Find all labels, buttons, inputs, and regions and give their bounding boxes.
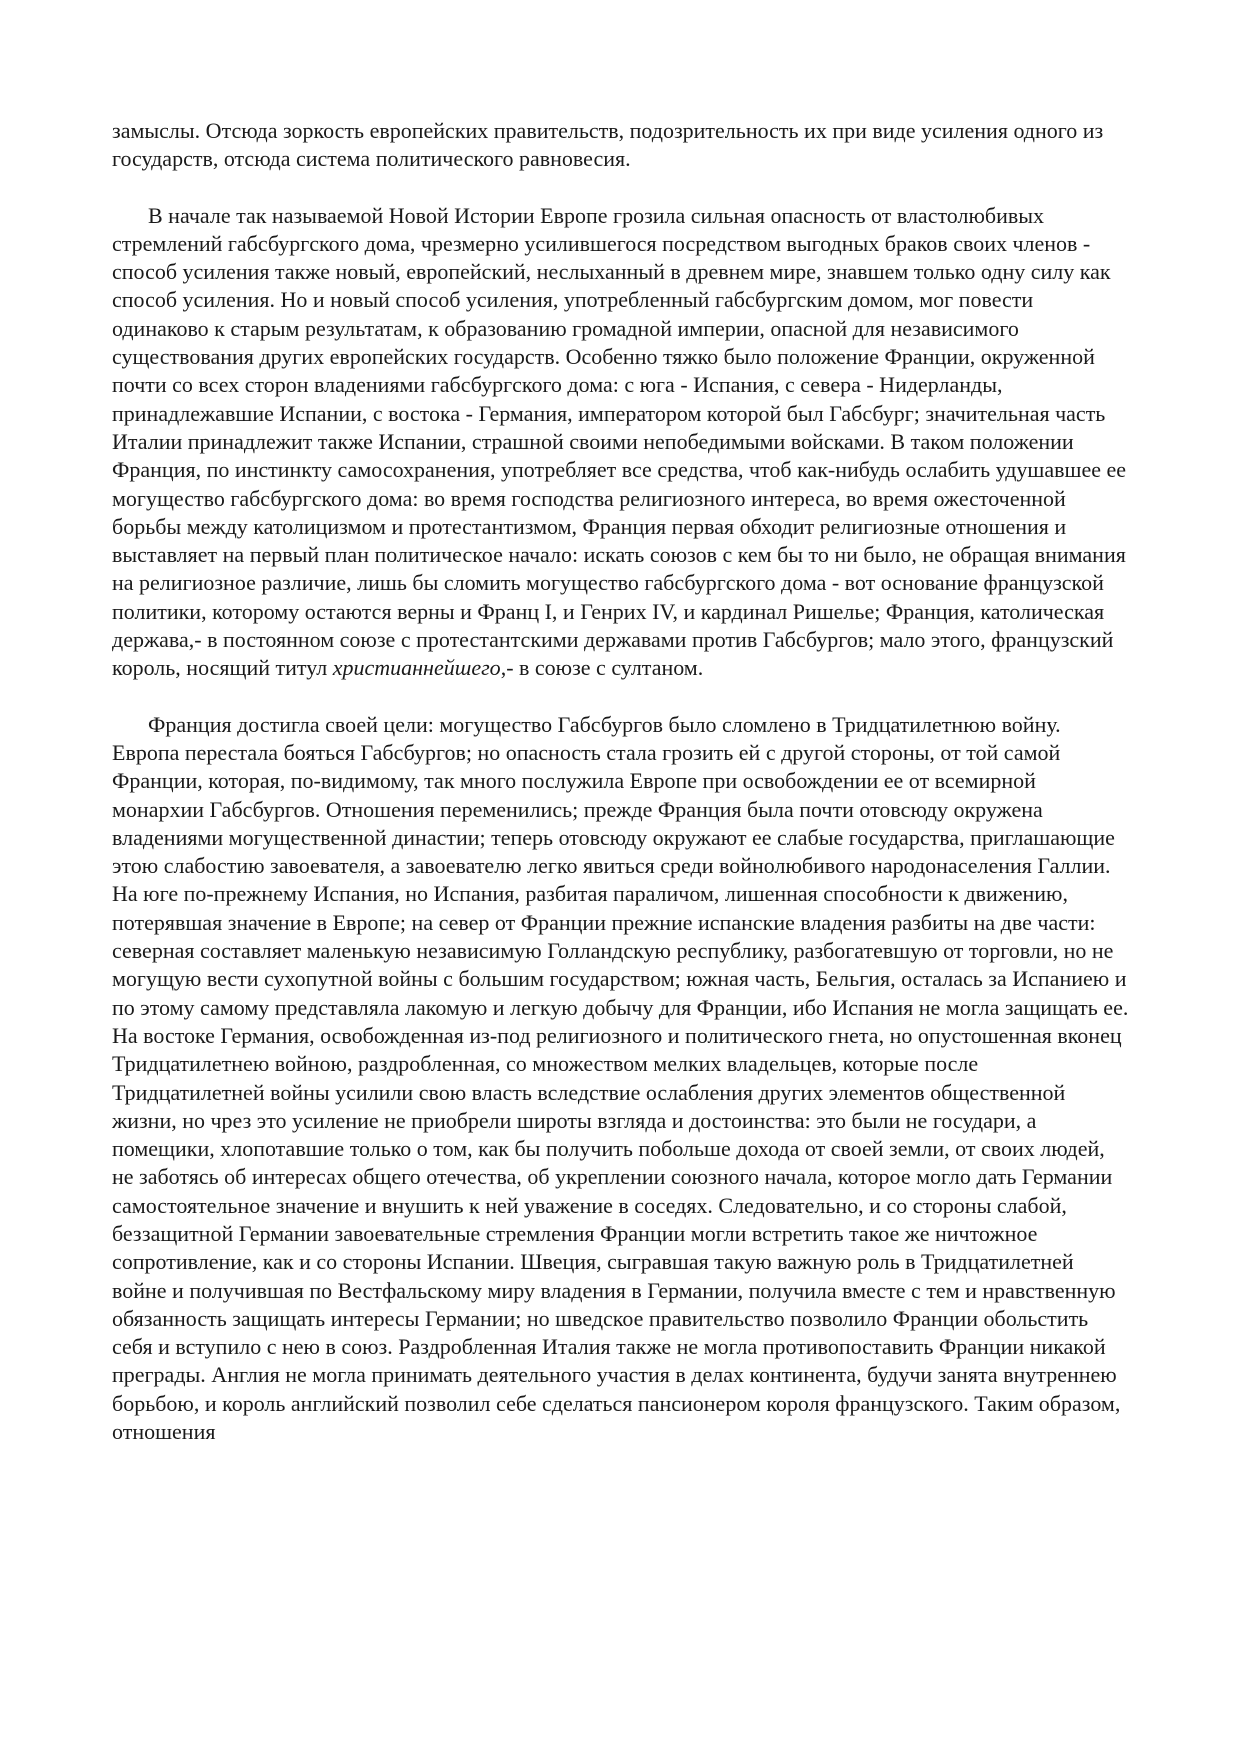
paragraph-1 — [112, 117, 1130, 174]
paragraph-2 — [112, 202, 1130, 683]
paragraph-2-tail: ,- в союзе с султаном. — [500, 655, 704, 681]
document-text — [112, 117, 1130, 1474]
paragraph-1-text: замыслы. Отсюда зоркость европейских правительств, подозрительность их при виде усиления одного из государств, отсюда система политического равновесия. — [112, 118, 1104, 172]
paragraph-3 — [112, 711, 1130, 1447]
italic-emphasis: христианнейшего — [332, 655, 501, 681]
paragraph-2-text: В начале так называемой Новой Истории Европе грозила сильная опасность от властолюбивых стремлений габсбургского дома, чрезмерно усилившегося посредством выгодных браков своих членов - способ усиления также новый, европейский, неслыханный в древнем мире, знавшем только одну силу как способ усиления. Но и новый способ усиления, употребленный габсбургским домом, мог повести одинаково к старым результатам, к образованию громадной империи, опасной для независимого существования других европейских государств. Особенно тяжко было положение Франции, окруженной почти со всех сторон владениями габсбургского дома: с юга - Испания, с севера - Нидерланды, принадлежавшие Испании, с востока - Германия, императором которой был Габсбург; значительная часть Италии принадлежит также Испании, страшной своими непобедимыми войсками. В таком положении Франция, по инстинкту самосохранения, употребляет все средства, чтоб как-нибудь ослабить удушавшее ее могущество габсбургского дома: во время господства религиозного интереса, во время ожесточенной борьбы между католицизмом и протестантизмом, Франция первая обходит религиозные отношения и выставляет на первый план политическое начало: искать союзов с кем бы то ни было, не обращая внимания на религиозное различие, лишь бы сломить могущество габсбургского дома - вот основание французской политики, которому остаются верны и Франц I, и Генрих IV, и кардинал Ришелье; Франция, католическая держава,- в постоянном союзе с протестантскими державами против Габсбургов; мало этого, французский король, носящий титул — [112, 202, 1127, 681]
paragraph-3-text: Франция достигла своей цели: могущество Габсбургов было сломлено в Тридцатилетнюю войну. Европа перестала бояться Габсбургов; но опасность стала грозить ей с другой стороны, от той самой Франции, которая, по-видимому, так много послужила Европе при освобождении ее от всемирной монархии Габсбургов. Отношения переменились; прежде Франция была почти отовсюду окружена владениями могущественной династии; теперь отовсюду окружают ее слабые государства, приглашающие этою слабостию завоевателя, а завоевателю легко явиться среди войнолюбивого народонаселения Галлии. На юге по-прежнему Испания, но Испания, разбитая параличом, лишенная способности к движению, потерявшая значение в Европе; на север от Франции прежние испанские владения разбиты на две части: северная составляет маленькую независимую Голландскую республику, разбогатевшую от торговли, но не могущую вести сухопутной войны с большим государством; южная часть, Бельгия, осталась за Испаниею и по этому самому представляла лакомую и легкую добычу для Франции, ибо Испания не могла защищать ее. На востоке Германия, освобожденная из-под религиозного и политического гнета, но опустошенная вконец Тридцатилетнею войною, раздробленная, со множеством мелких владельцев, которые после Тридцатилетней войны усилили свою власть вследствие ослабления других элементов общественной жизни, но чрез это усиление не приобрели широты взгляда и достоинства: это были не государи, а помещики, хлопотавшие только о том, как бы получить побольше дохода от своей земли, от своих людей, не заботясь об интересах общего отечества, об укреплении союзного начала, которое могло дать Германии самостоятельное значение и внушить к ней уважение в соседях. Следовательно, и со стороны слабой, беззащитной Германии завоевательные стремления Франции могли встретить такое же ничтожное сопротивление, как и со стороны Испании. Швеция, сыгравшая такую важную роль в Тридцатилетней войне и получившая по Вестфальскому миру владения в Германии, получила вместе с тем и нравственную обязанность защищать интересы Германии; но шведское правительство позволило Франции обольстить себя и вступило с нею в союз. Раздробленная Италия также не могла противопоставить Франции никакой преграды. Англия не могла принимать деятельного участия в делах континента, будучи занята внутреннею борьбою, и король английский позволил себе сделаться пансионером короля французского. Таким образом, отношения — [112, 711, 1129, 1445]
